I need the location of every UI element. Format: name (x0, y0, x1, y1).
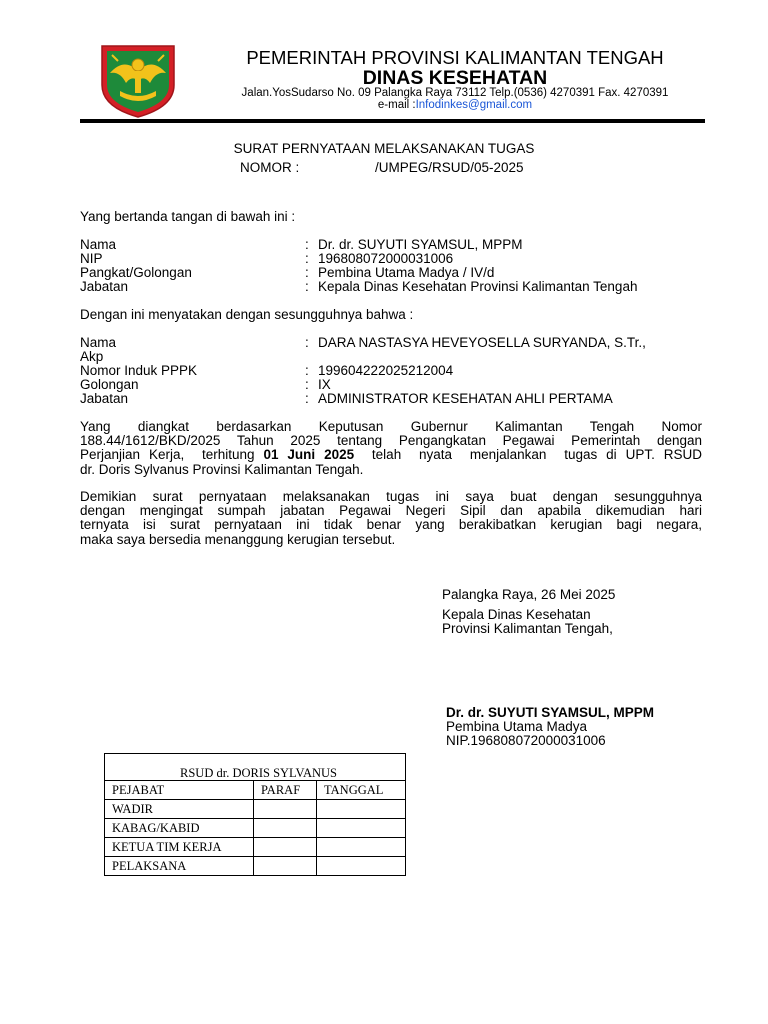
paraf-cell (254, 800, 317, 819)
subject-name-colon: : (305, 335, 309, 350)
row-official: KETUA TIM KERJA (105, 838, 254, 857)
signer-rank-colon: : (305, 265, 309, 280)
table-row (105, 857, 406, 876)
place-date: Palangka Raya, 26 Mei 2025 (442, 587, 616, 602)
signer-name-value: Dr. dr. SUYUTI SYAMSUL, MPPM (318, 237, 523, 252)
table-header-row (105, 781, 406, 800)
letterhead-address: Jalan.YosSudarso No. 09 Palangka Raya 73112 Telp.(0536) 4270391 Fax. 4270391 (241, 87, 669, 99)
signer-printed-name: Dr. dr. SUYUTI SYAMSUL, MPPM (446, 705, 655, 720)
paragraph-line: maka saya bersedia menanggung kerugian tersebut. (80, 531, 396, 547)
email-link[interactable]: Infodinkes@gmail.com (415, 99, 533, 111)
intro-signer: Yang bertanda tangan di bawah ini : (80, 209, 296, 224)
paraf-cell (254, 838, 317, 857)
subject-name-continuation: Akp (80, 349, 104, 364)
paragraph-line: 188.44/1612/BKD/2025 Tahun 2025 tentang Pengangkatan Pegawai Pemerintah dengan (80, 433, 702, 449)
tanggal-cell (317, 838, 406, 857)
signer-printed-nip: NIP.196808072000031006 (446, 733, 606, 748)
paragraph-line: Yang diangkat berdasarkan Keputusan Gubernur Kalimantan Tengah Nomor (80, 419, 702, 434)
table-row (105, 838, 406, 857)
subject-position-label: Jabatan (80, 391, 129, 406)
letterhead-agency: DINAS KESEHATAN (362, 67, 548, 89)
paragraph-line: dr. Doris Sylvanus Provinsi Kalimantan Tengah. (80, 461, 364, 477)
paragraph-line: dengan mengingat sumpah jabatan Pegawai Negeri Sipil dan apabila dikemudian hari (80, 503, 702, 519)
email-label: e-mail : (377, 99, 416, 111)
column-header-pejabat: PEJABAT (105, 781, 254, 800)
paragraph-text: telah nyata menjalankan tugas di UPT. RSUD (354, 447, 702, 463)
letterhead-government: PEMERINTAH PROVINSI KALIMANTAN TENGAH (246, 47, 664, 68)
subject-name-label: Nama (80, 335, 117, 350)
column-header-tanggal: TANGGAL (317, 781, 406, 800)
paraf-cell (254, 857, 317, 876)
signer-title-line1: Kepala Dinas Kesehatan (442, 607, 591, 622)
signer-title-line2: Provinsi Kalimantan Tengah, (442, 621, 613, 636)
paragraph-line: ternyata isi surat pernyataan ini tidak benar yang berakibatkan kerugian bagi negara, (80, 517, 702, 533)
signer-nip-value: 196808072000031006 (318, 251, 454, 266)
letterhead-divider (80, 119, 705, 123)
paragraph-closing (80, 490, 702, 547)
paragraph-text: Perjanjian Kerja, terhitung (80, 447, 264, 463)
subject-pppk-value: 199604222025212004 (318, 363, 454, 378)
signer-nip-label: NIP (80, 251, 103, 266)
subject-pppk-label: Nomor Induk PPPK (80, 363, 198, 378)
subject-position-colon: : (305, 391, 309, 406)
signer-rank-label: Pangkat/Golongan (80, 265, 192, 280)
nomor-value: /UMPEG/RSUD/05-2025 (375, 160, 524, 175)
table-title: RSUD dr. DORIS SYLVANUS (105, 754, 406, 781)
effective-date: 01 Juni 2025 (263, 447, 355, 463)
paraf-cell (254, 819, 317, 838)
paragraph-appointment (80, 420, 702, 477)
signer-position-value: Kepala Dinas Kesehatan Provinsi Kalimantan Tengah (318, 279, 638, 294)
row-official: KABAG/KABID (105, 819, 254, 838)
signer-name-colon: : (305, 237, 309, 252)
signer-printed-rank: Pembina Utama Madya (446, 719, 588, 734)
signer-nip-colon: : (305, 251, 309, 266)
tanggal-cell (317, 819, 406, 838)
subject-name-value: DARA NASTASYA HEVEYOSELLA SURYANDA, S.Tr., (318, 335, 646, 350)
tanggal-cell (317, 857, 406, 876)
nomor-label: NOMOR : (240, 160, 300, 175)
subject-grade-colon: : (305, 377, 309, 392)
column-header-paraf: PARAF (254, 781, 317, 800)
subject-pppk-colon: : (305, 363, 309, 378)
subject-grade-value: IX (318, 377, 331, 392)
tanggal-cell (317, 800, 406, 819)
table-row (105, 819, 406, 838)
paragraph-line (80, 448, 702, 462)
subject-position-value: ADMINISTRATOR KESEHATAN AHLI PERTAMA (318, 391, 613, 406)
row-official: PELAKSANA (105, 857, 254, 876)
signer-position-colon: : (305, 279, 309, 294)
paragraph-line: Demikian surat pernyataan melaksanakan tugas ini saya buat dengan sesungguhnya (80, 489, 702, 504)
signer-name-label: Nama (80, 237, 117, 252)
signer-rank-value: Pembina Utama Madya / IV/d (318, 265, 495, 280)
letterhead-email-line (205, 99, 705, 112)
table-title-row (105, 754, 406, 781)
signer-position-label: Jabatan (80, 279, 129, 294)
approval-table (104, 753, 406, 876)
document-title: SURAT PERNYATAAN MELAKSANAKAN TUGAS (233, 141, 535, 156)
intro-statement: Dengan ini menyatakan dengan sesungguhnya bahwa : (80, 307, 414, 322)
row-official: WADIR (105, 800, 254, 819)
provincial-emblem-icon (98, 43, 178, 119)
subject-grade-label: Golongan (80, 377, 139, 392)
table-row (105, 800, 406, 819)
